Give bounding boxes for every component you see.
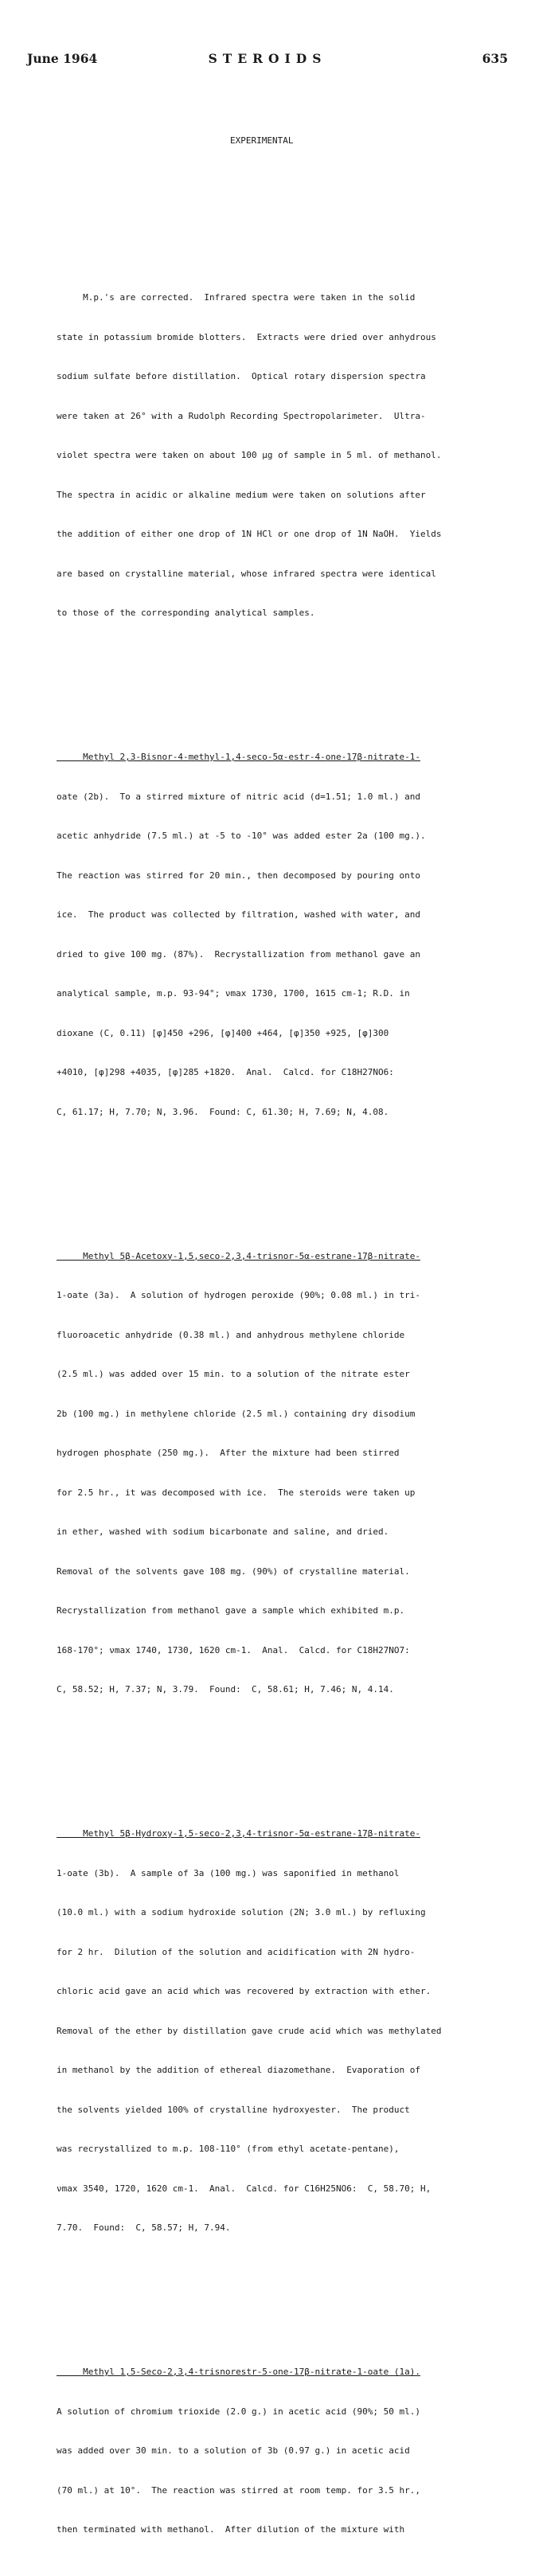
text-line: the solvents yielded 100% of crystalline hydroxyester. The product bbox=[57, 2104, 410, 2115]
text-line: are based on crystalline material, whose infrared spectra were identical bbox=[57, 568, 436, 579]
text-line: C, 61.17; H, 7.70; N, 3.96. Found: C, 61.30; H, 7.69; N, 4.08. bbox=[57, 1106, 389, 1117]
text-line: acetic anhydride (7.5 ml.) at -5 to -10° was added ester 2a (100 mg.). bbox=[57, 831, 426, 841]
compound-title-line: Methyl 2,3-Bisnor-4-methyl-1,4-seco-5α-estr-4-one-17β-nitrate-1- bbox=[57, 752, 420, 762]
text-line: ice. The product was collected by filtration, washed with water, and bbox=[57, 909, 420, 920]
text-line: +4010, [φ]298 +4035, [φ]285 +1820. Anal. Calcd. for C18H27NO6: bbox=[57, 1067, 394, 1077]
text-line: state in potassium bromide blotters. Extracts were dried over anhydrous bbox=[57, 331, 436, 342]
text-line: in methanol by the addition of ethereal diazomethane. Evaporation of bbox=[57, 2065, 420, 2075]
text-line: hydrogen phosphate (250 mg.). After the mixture had been stirred bbox=[57, 1448, 400, 1458]
text-line: dioxane (C, 0.11) [φ]450 +296, [φ]400 +464, [φ]350 +925, [φ]300 bbox=[57, 1027, 389, 1038]
text-line: (2.5 ml.) was added over 15 min. to a solution of the nitrate ester bbox=[57, 1369, 410, 1379]
text-line: for 2 hr. Dilution of the solution and acidification with 2N hydro- bbox=[57, 1946, 416, 1957]
text-line: The spectra in acidic or alkaline medium were taken on solutions after bbox=[57, 489, 426, 500]
paragraph-compound-1a bbox=[57, 2340, 502, 2563]
text-line: (70 ml.) at 10°. The reaction was stirred at room temp. for 3.5 hr., bbox=[57, 2484, 420, 2496]
article-body bbox=[57, 108, 502, 2576]
text-line: chloric acid gave an acid which was recovered by extraction with ether. bbox=[57, 1986, 432, 1996]
text-line: violet spectra were taken on about 100 μg of sample in 5 ml. of methanol. bbox=[57, 450, 442, 460]
compound-title-line: Methyl 5β-Acetoxy-1,5,seco-2,3,4-trisnor-5α-estrane-17β-nitrate- bbox=[57, 1250, 420, 1261]
paragraph-general-methods bbox=[57, 265, 502, 647]
text-line: 1-oate (3a). A solution of hydrogen peroxide (90%; 0.08 ml.) in tri- bbox=[57, 1290, 420, 1300]
text-line: The reaction was stirred for 20 min., then decomposed by pouring onto bbox=[57, 870, 420, 881]
text-line: oate (2b). To a stirred mixture of nitric acid (d=1.51; 1.0 ml.) and bbox=[57, 791, 420, 802]
compound-title-line: Methyl 5β-Hydroxy-1,5-seco-2,3,4-trisnor-5α-estrane-17β-nitrate- bbox=[57, 1828, 420, 1839]
text-line: 7.70. Found: C, 58.57; H, 7.94. bbox=[57, 2222, 231, 2233]
paragraph-compound-2b bbox=[57, 725, 502, 1145]
text-line: C, 58.52; H, 7.37; N, 3.79. Found: C, 58.61; H, 7.46; N, 4.14. bbox=[57, 1684, 394, 1695]
page-header bbox=[27, 51, 508, 67]
journal-title: STEROIDS bbox=[208, 51, 327, 66]
text-line: A solution of chromium trioxide (2.0 g.) in acetic acid (90%; 50 ml.) bbox=[57, 2406, 420, 2417]
text-line: sodium sulfate before distillation. Optical rotary dispersion spectra bbox=[57, 371, 426, 381]
text-line: Removal of the ether by distillation gave crude acid which was methylated bbox=[57, 2025, 442, 2036]
text-line: M.p.'s are corrected. Infrared spectra were taken in the solid bbox=[57, 292, 416, 303]
paragraph-compound-3a bbox=[57, 1224, 502, 1723]
text-line: for 2.5 hr., it was decomposed with ice. The steroids were taken up bbox=[57, 1487, 416, 1498]
issue-date: June 1964 bbox=[27, 51, 98, 66]
paragraph-compound-3b bbox=[57, 1801, 502, 2261]
text-line: to those of the corresponding analytical samples. bbox=[57, 608, 315, 618]
text-line: then terminated with methanol. After dilution of the mixture with bbox=[57, 2524, 405, 2535]
text-line: 1-oate (3b). A sample of 3a (100 mg.) was saponified in methanol bbox=[57, 1867, 400, 1878]
text-line: analytical sample, m.p. 93-94°; νmax 1730, 1700, 1615 cm-1; R.D. in bbox=[57, 988, 410, 999]
text-line: νmax 3540, 1720, 1620 cm-1. Anal. Calcd. for C16H25NO6: C, 58.70; H, bbox=[57, 2183, 432, 2194]
page-number: 635 bbox=[482, 51, 508, 66]
text-line: 168-170°; νmax 1740, 1730, 1620 cm-1. Anal. Calcd. for C18H27NO7: bbox=[57, 1644, 410, 1655]
section-heading: EXPERIMENTAL bbox=[230, 135, 294, 146]
compound-title-line: Methyl 1,5-Seco-2,3,4-trisnorestr-5-one-17β-nitrate-1-oate (1a). bbox=[57, 2367, 420, 2377]
text-line: (10.0 ml.) with a sodium hydroxide solution (2N; 3.0 ml.) by refluxing bbox=[57, 1907, 426, 1917]
text-line: was recrystallized to m.p. 108-110° (from ethyl acetate-pentane), bbox=[57, 2144, 400, 2154]
text-line: in ether, washed with sodium bicarbonate and saline, and dried. bbox=[57, 1526, 389, 1537]
text-line: Removal of the solvents gave 108 mg. (90%) of crystalline material. bbox=[57, 1566, 410, 1577]
text-line: dried to give 100 mg. (87%). Recrystallization from methanol gave an bbox=[57, 948, 420, 960]
text-line: the addition of either one drop of 1N HCl or one drop of 1N NaOH. Yields bbox=[57, 529, 442, 539]
text-line: Recrystallization from methanol gave a sample which exhibited m.p. bbox=[57, 1605, 405, 1616]
text-line: fluoroacetic anhydride (0.38 ml.) and anhydrous methylene chloride bbox=[57, 1329, 405, 1340]
text-line: 2b (100 mg.) in methylene chloride (2.5 ml.) containing dry disodium bbox=[57, 1408, 416, 1419]
text-line: were taken at 26° with a Rudolph Recording Spectropolarimeter. Ultra- bbox=[57, 410, 426, 421]
text-line: was added over 30 min. to a solution of 3b (0.97 g.) in acetic acid bbox=[57, 2445, 410, 2456]
